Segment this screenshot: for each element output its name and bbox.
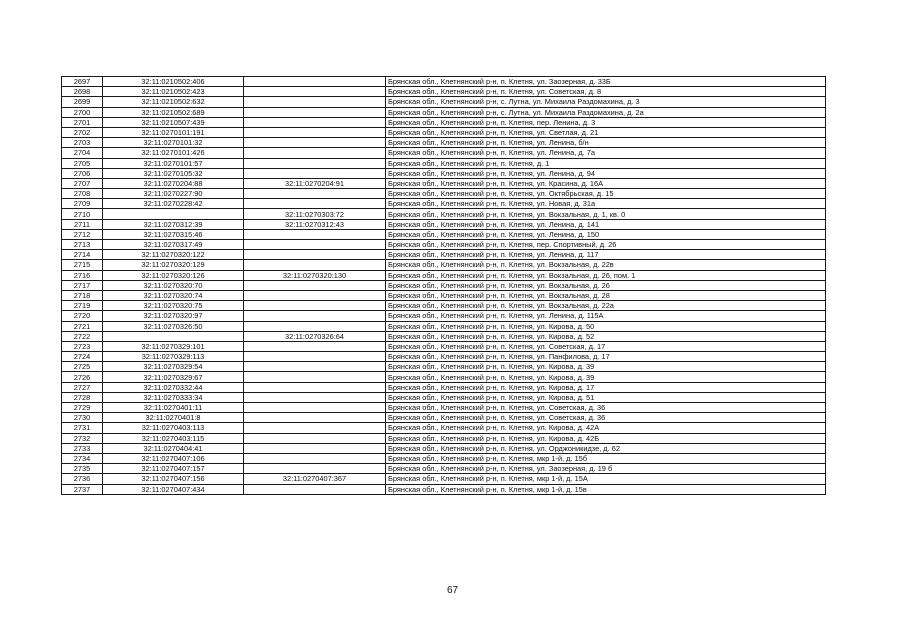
- address-cell: Брянская обл., Клетнянский р-н, п. Клетня, ул. Кирова, д. 39: [386, 372, 826, 382]
- cadastral-number-cell: 32:11:0270329:54: [103, 362, 244, 372]
- address-cell: Брянская обл., Клетнянский р-н, п. Клетня, ул. Красина, д. 16А: [386, 178, 826, 188]
- cadastral-number-cell: 32:11:0270315:46: [103, 229, 244, 239]
- address-cell: Брянская обл., Клетнянский р-н, п. Клетня, ул. Советская, д. 36: [386, 413, 826, 423]
- table-row: [62, 270, 826, 280]
- table-row: [62, 352, 826, 362]
- related-cadastral-number-cell: [244, 158, 386, 168]
- cadastral-number-cell: 32:11:0210502:689: [103, 107, 244, 117]
- address-cell: Брянская обл., Клетнянский р-н, п. Клетня, ул. Кирова, д. 42Б: [386, 433, 826, 443]
- cadastral-number-cell: 32:11:0270407:434: [103, 484, 244, 494]
- table-row: [62, 392, 826, 402]
- related-cadastral-number-cell: [244, 443, 386, 453]
- related-cadastral-number-cell: [244, 290, 386, 300]
- cadastral-number-cell: 32:11:0270403:113: [103, 423, 244, 433]
- table-row: [62, 219, 826, 229]
- related-cadastral-number-cell: [244, 199, 386, 209]
- table-row: [62, 97, 826, 107]
- address-cell: Брянская обл., Клетнянский р-н, п. Клетня, ул. Октябрьская, д. 15: [386, 189, 826, 199]
- row-number-cell: 2728: [62, 392, 103, 402]
- related-cadastral-number-cell: 32:11:0270326:64: [244, 331, 386, 341]
- address-cell: Брянская обл., Клетнянский р-н, п. Клетня, ул. Панфилова, д. 17: [386, 352, 826, 362]
- address-cell: Брянская обл., Клетнянский р-н, п. Клетня, ул. Ленина, д. 117: [386, 250, 826, 260]
- row-number-cell: 2709: [62, 199, 103, 209]
- cadastral-number-cell: 32:11:0210502:423: [103, 87, 244, 97]
- row-number-cell: 2721: [62, 321, 103, 331]
- cadastral-number-cell: 32:11:0270101:57: [103, 158, 244, 168]
- row-number-cell: 2715: [62, 260, 103, 270]
- cadastral-number-cell: 32:11:0270329:67: [103, 372, 244, 382]
- cadastral-number-cell: 32:11:0270329:101: [103, 341, 244, 351]
- row-number-cell: 2720: [62, 311, 103, 321]
- related-cadastral-number-cell: [244, 250, 386, 260]
- row-number-cell: 2718: [62, 290, 103, 300]
- page-number: 67: [446, 585, 459, 596]
- related-cadastral-number-cell: [244, 413, 386, 423]
- related-cadastral-number-cell: [244, 107, 386, 117]
- table-row: [62, 127, 826, 137]
- row-number-cell: 2712: [62, 229, 103, 239]
- table-row: [62, 250, 826, 260]
- address-cell: Брянская обл., Клетнянский р-н, п. Клетня, ул. Новая, д. 31а: [386, 199, 826, 209]
- address-cell: Брянская обл., Клетнянский р-н, п. Клетня, ул. Кирова, д. 52: [386, 331, 826, 341]
- table-row: [62, 413, 826, 423]
- cadastral-number-cell: 32:11:0270227:90: [103, 189, 244, 199]
- related-cadastral-number-cell: [244, 352, 386, 362]
- related-cadastral-number-cell: [244, 311, 386, 321]
- address-cell: Брянская обл., Клетнянский р-н, п. Клетня, ул. Советская, д. 17: [386, 341, 826, 351]
- address-cell: Брянская обл., Клетнянский р-н, п. Клетня, ул. Вокзальная, д. 26: [386, 280, 826, 290]
- cadastral-number-cell: 32:11:0270204:88: [103, 178, 244, 188]
- cadastral-number-cell: 32:11:0210507:439: [103, 117, 244, 127]
- row-number-cell: 2726: [62, 372, 103, 382]
- address-cell: Брянская обл., Клетнянский р-н, п. Клетня, ул. Вокзальная, д. 1, кв. 0: [386, 209, 826, 219]
- cadastral-number-cell: 32:11:0270317:49: [103, 240, 244, 250]
- row-number-cell: 2708: [62, 189, 103, 199]
- table-row: [62, 168, 826, 178]
- related-cadastral-number-cell: [244, 484, 386, 494]
- related-cadastral-number-cell: [244, 453, 386, 463]
- table-row: [62, 77, 826, 87]
- table-row: [62, 209, 826, 219]
- related-cadastral-number-cell: [244, 372, 386, 382]
- cadastral-number-cell: 32:11:0270407:106: [103, 453, 244, 463]
- table-row: [62, 260, 826, 270]
- address-cell: Брянская обл., Клетнянский р-н, п. Клетня, ул. Кирова, д. 17: [386, 382, 826, 392]
- table-row: [62, 117, 826, 127]
- table-row: [62, 107, 826, 117]
- address-cell: Брянская обл., Клетнянский р-н, п. Клетня, д. 1: [386, 158, 826, 168]
- row-number-cell: 2703: [62, 138, 103, 148]
- related-cadastral-number-cell: [244, 362, 386, 372]
- cadastral-number-cell: 32:11:0210502:406: [103, 77, 244, 87]
- cadastral-number-cell: 32:11:0270401:8: [103, 413, 244, 423]
- related-cadastral-number-cell: [244, 301, 386, 311]
- table-row: [62, 229, 826, 239]
- cadastral-number-cell: 32:11:0270320:129: [103, 260, 244, 270]
- related-cadastral-number-cell: [244, 392, 386, 402]
- related-cadastral-number-cell: [244, 148, 386, 158]
- row-number-cell: 2730: [62, 413, 103, 423]
- row-number-cell: 2729: [62, 403, 103, 413]
- table-row: [62, 240, 826, 250]
- row-number-cell: 2702: [62, 127, 103, 137]
- address-cell: Брянская обл., Клетнянский р-н, п. Клетня, ул. Вокзальная, д. 26, пом. 1: [386, 270, 826, 280]
- related-cadastral-number-cell: [244, 87, 386, 97]
- row-number-cell: 2697: [62, 77, 103, 87]
- table-row: [62, 290, 826, 300]
- row-number-cell: 2737: [62, 484, 103, 494]
- table-row: [62, 423, 826, 433]
- cadastral-number-cell: 32:11:0270407:156: [103, 474, 244, 484]
- table-row: [62, 189, 826, 199]
- row-number-cell: 2717: [62, 280, 103, 290]
- address-cell: Брянская обл., Клетнянский р-н, п. Клетня, ул. Ленина, д. 115А: [386, 311, 826, 321]
- address-cell: Брянская обл., Клетнянский р-н, п. Клетня, ул. Кирова, д. 51: [386, 392, 826, 402]
- related-cadastral-number-cell: [244, 464, 386, 474]
- related-cadastral-number-cell: [244, 433, 386, 443]
- table-row: [62, 331, 826, 341]
- related-cadastral-number-cell: [244, 229, 386, 239]
- table-row: [62, 453, 826, 463]
- row-number-cell: 2734: [62, 453, 103, 463]
- address-cell: Брянская обл., Клетнянский р-н, с. Лутна, ул. Михаила Раздомахина, д. 2а: [386, 107, 826, 117]
- address-cell: Брянская обл., Клетнянский р-н, п. Клетня, ул. Заозерная, д. 33Б: [386, 77, 826, 87]
- table-row: [62, 199, 826, 209]
- row-number-cell: 2722: [62, 331, 103, 341]
- cadastral-number-cell: [103, 209, 244, 219]
- related-cadastral-number-cell: 32:11:0270320:130: [244, 270, 386, 280]
- related-cadastral-number-cell: [244, 97, 386, 107]
- address-cell: Брянская обл., Клетнянский р-н, п. Клетня, ул. Ленина, д. 141: [386, 219, 826, 229]
- address-cell: Брянская обл., Клетнянский р-н, с. Лутна, ул. Михаила Раздомахина, д. 3: [386, 97, 826, 107]
- address-cell: Брянская обл., Клетнянский р-н, п. Клетня, ул. Советская, д. 36: [386, 403, 826, 413]
- table-row: [62, 280, 826, 290]
- cadastral-number-cell: 32:11:0270333:34: [103, 392, 244, 402]
- row-number-cell: 2736: [62, 474, 103, 484]
- related-cadastral-number-cell: [244, 240, 386, 250]
- row-number-cell: 2711: [62, 219, 103, 229]
- cadastral-number-cell: 32:11:0270403:115: [103, 433, 244, 443]
- address-cell: Брянская обл., Клетнянский р-н, п. Клетня, мкр 1-й, д. 15А: [386, 474, 826, 484]
- table-row: [62, 433, 826, 443]
- table-row: [62, 138, 826, 148]
- cadastral-number-cell: 32:11:0270407:157: [103, 464, 244, 474]
- row-number-cell: 2714: [62, 250, 103, 260]
- row-number-cell: 2698: [62, 87, 103, 97]
- address-cell: Брянская обл., Клетнянский р-н, п. Клетня, ул. Ленина, б/н: [386, 138, 826, 148]
- cadastral-number-cell: 32:11:0270101:426: [103, 148, 244, 158]
- address-cell: Брянская обл., Клетнянский р-н, п. Клетня, ул. Кирова, д. 42А: [386, 423, 826, 433]
- table-row: [62, 372, 826, 382]
- related-cadastral-number-cell: [244, 382, 386, 392]
- related-cadastral-number-cell: [244, 77, 386, 87]
- row-number-cell: 2716: [62, 270, 103, 280]
- table-row: [62, 87, 826, 97]
- cadastral-number-cell: 32:11:0270320:97: [103, 311, 244, 321]
- cadastral-number-cell: 32:11:0270228:42: [103, 199, 244, 209]
- table-row: [62, 464, 826, 474]
- related-cadastral-number-cell: [244, 138, 386, 148]
- related-cadastral-number-cell: 32:11:0270303:72: [244, 209, 386, 219]
- cadastral-number-cell: 32:11:0270101:32: [103, 138, 244, 148]
- address-cell: Брянская обл., Клетнянский р-н, п. Клетня, ул. Вокзальная, д. 22а: [386, 301, 826, 311]
- row-number-cell: 2700: [62, 107, 103, 117]
- row-number-cell: 2701: [62, 117, 103, 127]
- registry-table-body: [62, 77, 826, 495]
- related-cadastral-number-cell: [244, 423, 386, 433]
- address-cell: Брянская обл., Клетнянский р-н, п. Клетня, мкр 1-й, д. 15б: [386, 453, 826, 463]
- row-number-cell: 2723: [62, 341, 103, 351]
- related-cadastral-number-cell: [244, 260, 386, 270]
- table-row: [62, 443, 826, 453]
- row-number-cell: 2727: [62, 382, 103, 392]
- address-cell: Брянская обл., Клетнянский р-н, п. Клетня, ул. Заозерная, д. 19 б: [386, 464, 826, 474]
- related-cadastral-number-cell: [244, 321, 386, 331]
- cadastral-number-cell: 32:11:0270320:75: [103, 301, 244, 311]
- row-number-cell: 2733: [62, 443, 103, 453]
- table-row: [62, 311, 826, 321]
- related-cadastral-number-cell: [244, 127, 386, 137]
- row-number-cell: 2705: [62, 158, 103, 168]
- related-cadastral-number-cell: [244, 117, 386, 127]
- row-number-cell: 2725: [62, 362, 103, 372]
- cadastral-number-cell: 32:11:0270332:44: [103, 382, 244, 392]
- related-cadastral-number-cell: 32:11:0270407:367: [244, 474, 386, 484]
- cadastral-number-cell: 32:11:0270320:122: [103, 250, 244, 260]
- related-cadastral-number-cell: [244, 403, 386, 413]
- address-cell: Брянская обл., Клетнянский р-н, п. Клетня, ул. Ленина, д. 94: [386, 168, 826, 178]
- table-row: [62, 321, 826, 331]
- row-number-cell: 2732: [62, 433, 103, 443]
- row-number-cell: 2713: [62, 240, 103, 250]
- address-cell: Брянская обл., Клетнянский р-н, п. Клетня, пер. Спортивный, д. 26: [386, 240, 826, 250]
- cadastral-number-cell: 32:11:0270105:32: [103, 168, 244, 178]
- row-number-cell: 2735: [62, 464, 103, 474]
- address-cell: Брянская обл., Клетнянский р-н, п. Клетня, ул. Кирова, д. 50: [386, 321, 826, 331]
- address-cell: Брянская обл., Клетнянский р-н, п. Клетня, ул. Вокзальная, д. 28: [386, 290, 826, 300]
- address-cell: Брянская обл., Клетнянский р-н, п. Клетня, ул. Кирова, д. 39: [386, 362, 826, 372]
- table-row: [62, 301, 826, 311]
- cadastral-number-cell: 32:11:0210502:632: [103, 97, 244, 107]
- row-number-cell: 2706: [62, 168, 103, 178]
- cadastral-number-cell: 32:11:0270101:191: [103, 127, 244, 137]
- address-cell: Брянская обл., Клетнянский р-н, п. Клетня, ул. Советская, д. 8: [386, 87, 826, 97]
- address-cell: Брянская обл., Клетнянский р-н, п. Клетня, ул. Вокзальная, д. 22в: [386, 260, 826, 270]
- cadastral-number-cell: [103, 331, 244, 341]
- cadastral-number-cell: 32:11:0270404:41: [103, 443, 244, 453]
- table-row: [62, 178, 826, 188]
- table-row: [62, 403, 826, 413]
- address-cell: Брянская обл., Клетнянский р-н, п. Клетня, ул. Орджоникидзе, д. 62: [386, 443, 826, 453]
- table-row: [62, 341, 826, 351]
- cadastral-number-cell: 32:11:0270329:113: [103, 352, 244, 362]
- cadastral-number-cell: 32:11:0270326:50: [103, 321, 244, 331]
- related-cadastral-number-cell: [244, 280, 386, 290]
- address-cell: Брянская обл., Клетнянский р-н, п. Клетня, мкр 1-й, д. 15в: [386, 484, 826, 494]
- related-cadastral-number-cell: [244, 189, 386, 199]
- table-row: [62, 474, 826, 484]
- row-number-cell: 2719: [62, 301, 103, 311]
- table-row: [62, 158, 826, 168]
- related-cadastral-number-cell: [244, 168, 386, 178]
- registry-table: [61, 76, 826, 495]
- cadastral-number-cell: 32:11:0270320:70: [103, 280, 244, 290]
- address-cell: Брянская обл., Клетнянский р-н, п. Клетня, ул. Ленина, д. 7а: [386, 148, 826, 158]
- related-cadastral-number-cell: 32:11:0270204:91: [244, 178, 386, 188]
- table-row: [62, 484, 826, 494]
- address-cell: Брянская обл., Клетнянский р-н, п. Клетня, ул. Светлая, д. 21: [386, 127, 826, 137]
- row-number-cell: 2704: [62, 148, 103, 158]
- address-cell: Брянская обл., Клетнянский р-н, п. Клетня, пер. Ленина, д. 3: [386, 117, 826, 127]
- table-row: [62, 148, 826, 158]
- row-number-cell: 2710: [62, 209, 103, 219]
- related-cadastral-number-cell: [244, 341, 386, 351]
- cadastral-number-cell: 32:11:0270312:39: [103, 219, 244, 229]
- table-row: [62, 382, 826, 392]
- row-number-cell: 2699: [62, 97, 103, 107]
- cadastral-number-cell: 32:11:0270320:74: [103, 290, 244, 300]
- related-cadastral-number-cell: 32:11:0270312:43: [244, 219, 386, 229]
- table-row: [62, 362, 826, 372]
- row-number-cell: 2707: [62, 178, 103, 188]
- cadastral-number-cell: 32:11:0270401:11: [103, 403, 244, 413]
- cadastral-number-cell: 32:11:0270320:126: [103, 270, 244, 280]
- row-number-cell: 2724: [62, 352, 103, 362]
- row-number-cell: 2731: [62, 423, 103, 433]
- address-cell: Брянская обл., Клетнянский р-н, п. Клетня, ул. Ленина, д. 150: [386, 229, 826, 239]
